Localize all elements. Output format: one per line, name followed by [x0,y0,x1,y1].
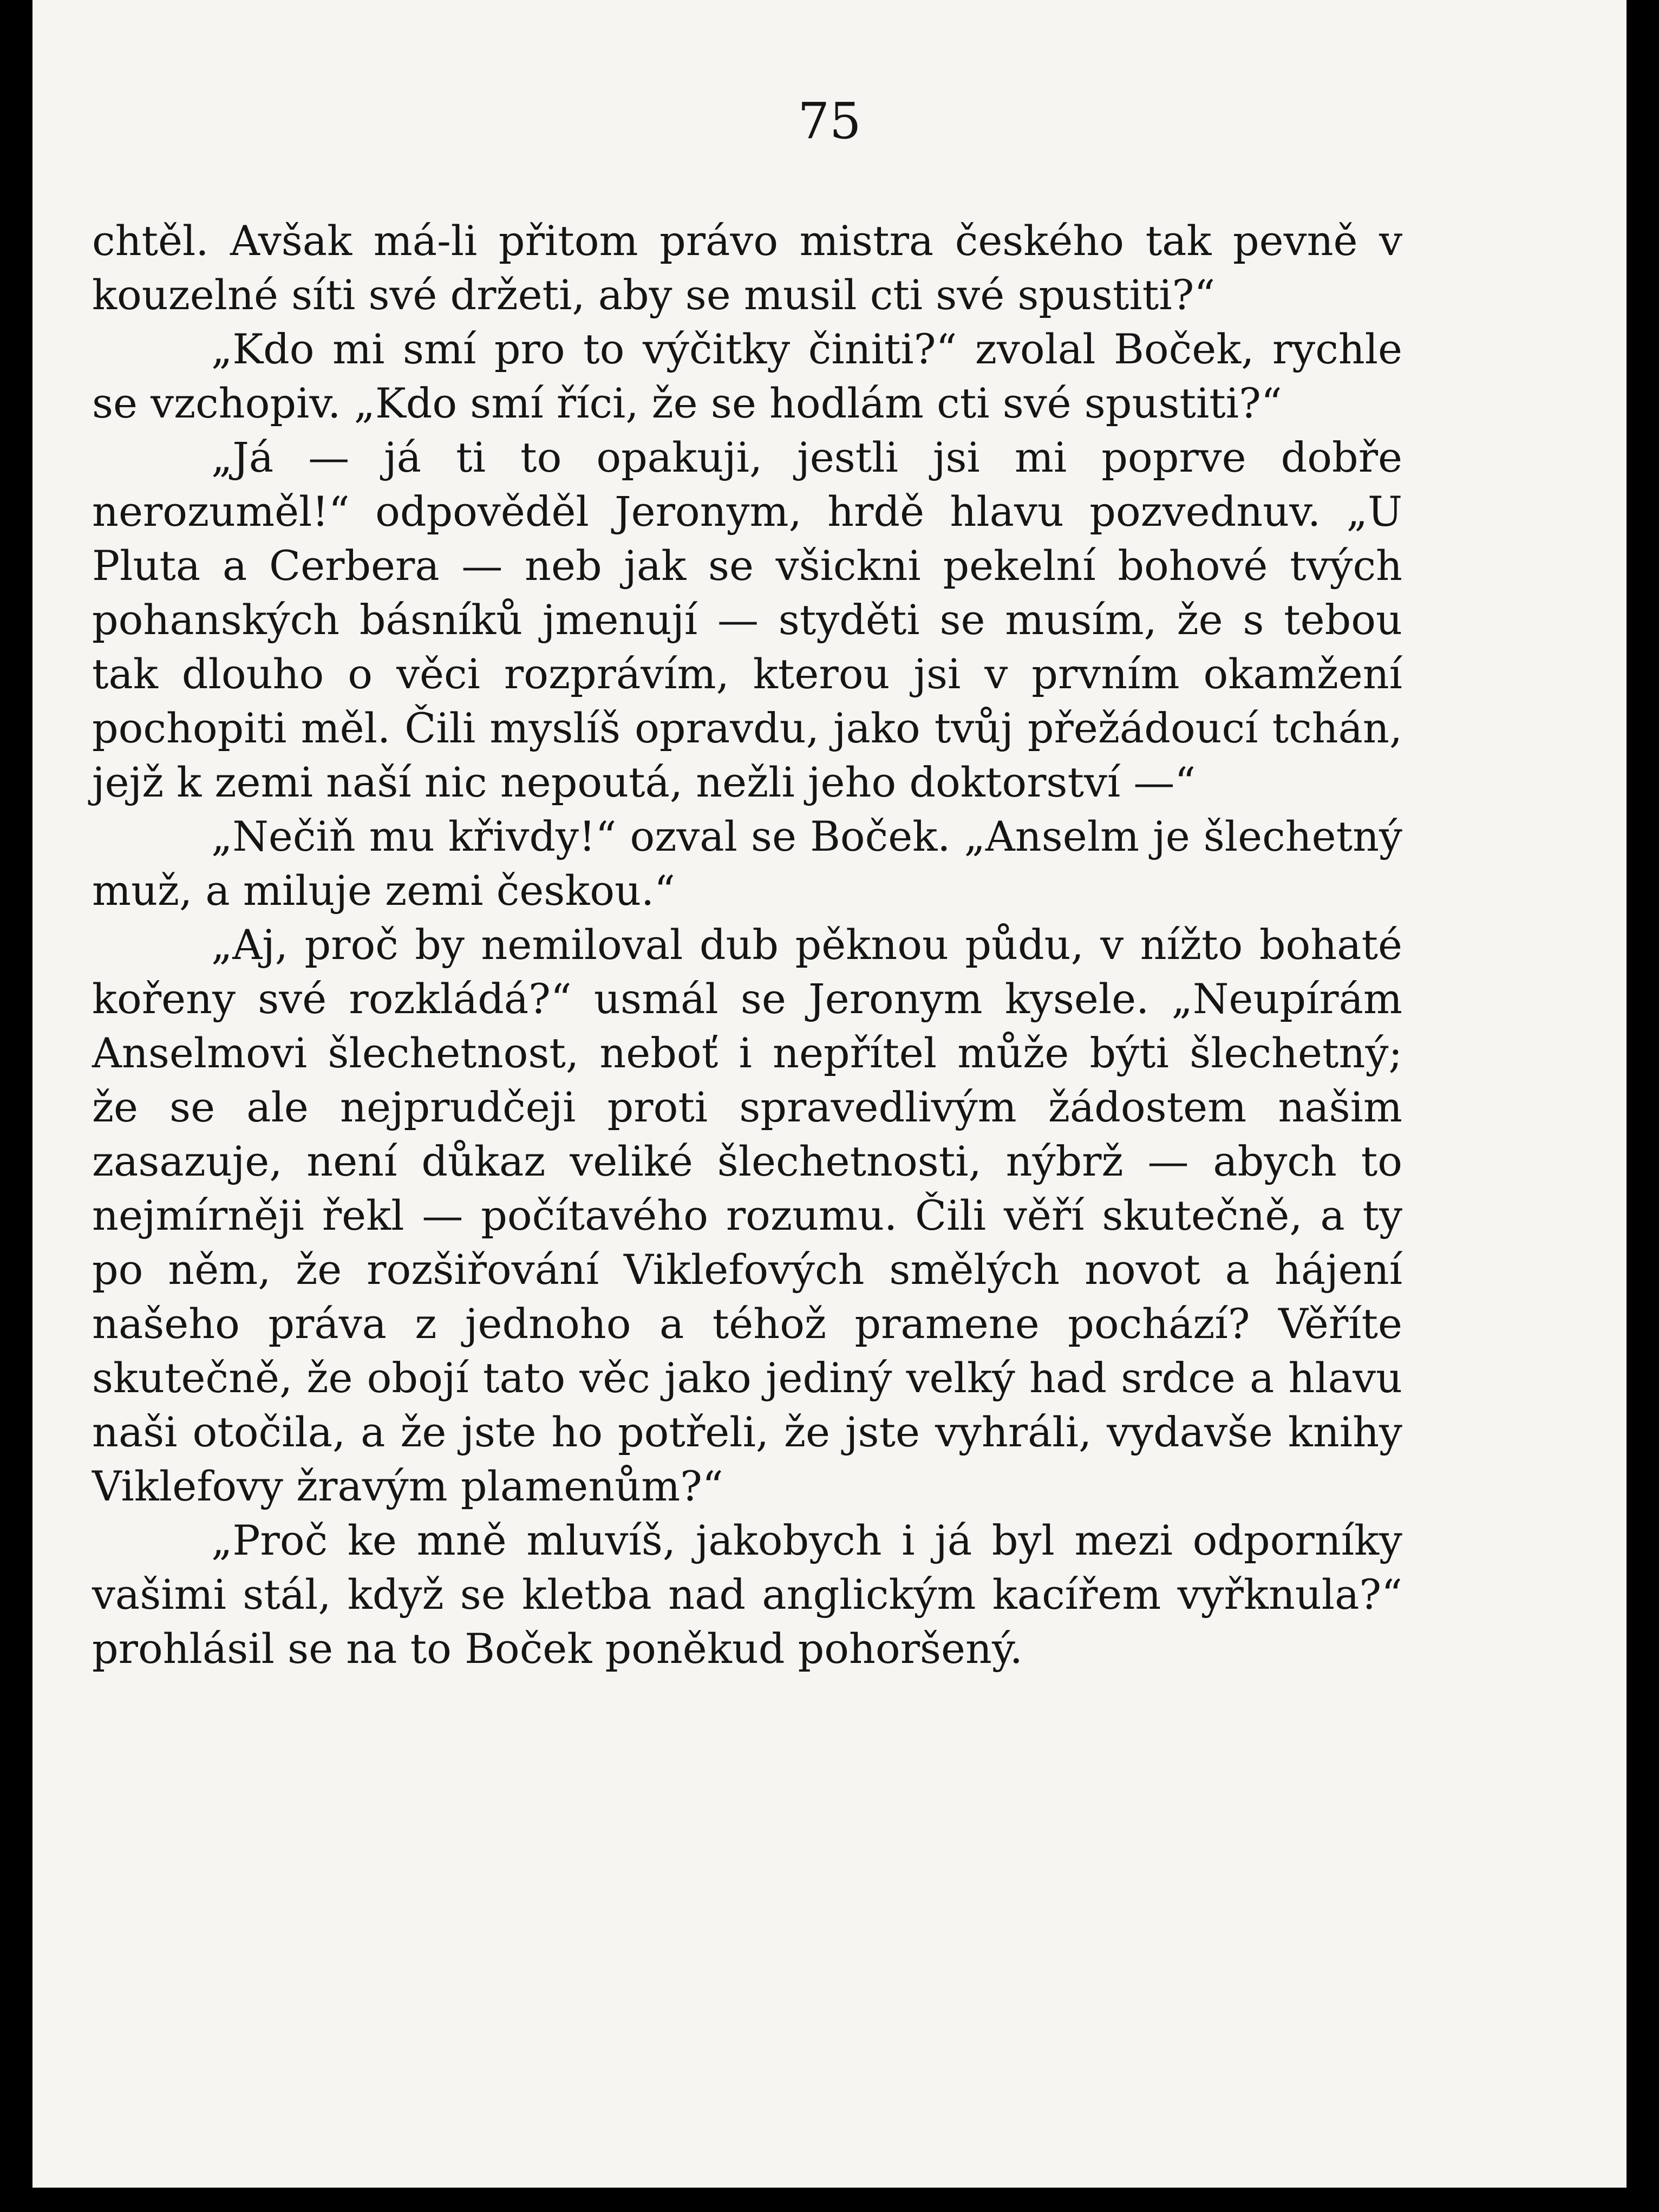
page-number: 75 [798,92,861,150]
body-text [92,214,1402,1676]
book-page [32,0,1627,2188]
paragraph-3: „Já — já ti to opakuji, jestli jsi mi poprve dobře nerozuměl!“ odpověděl Jeronym, hrdě hlavu pozvednuv. „U Pluta a Cerbera — neb jak se všickni pekelní bohové tvých pohanských básníků jmenují — styděti se musím, že s tebou tak dlouho o věci rozprávím, kterou jsi v prvním okamžení pochopiti měl. Čili myslíš opravdu, jako tvůj přežádoucí tchán, jejž k zemi naší nic nepoutá, nežli jeho doktorství —“ [92,433,1402,806]
paragraph-1: chtěl. Avšak má-li přitom právo mistra českého tak pevně v kouzelné síti své držeti, aby se musil cti své spustiti?“ [92,217,1402,319]
paragraph-2: „Kdo mi smí pro to výčitky činiti?“ zvolal Boček, rychle se vzchopiv. „Kdo smí říci, že se hodlám cti své spustiti?“ [92,325,1402,427]
paragraph-5: „Aj, proč by nemiloval dub pěknou půdu, v nížto bohaté kořeny své rozkládá?“ usmál se Jeronym kysele. „Neupírám Anselmovi šlechetnost, neboť i nepřítel může býti šlechetný; že se ale nejprudčeji proti spravedlivým žádostem našim zasazuje, není důkaz veliké šlechetnosti, nýbrž — abych to nejmírněji řekl — počítavého rozumu. Čili věří skutečně, a ty po něm, že rozšiřování Viklefových smělých novot a hájení našeho práva z jednoho a téhož pramene pochází? Věříte skutečně, že obojí tato věc jako jediný velký had srdce a hlavu naši otočila, a že jste ho potřeli, že jste vyhráli, vydavše knihy Viklefovy žravým plamenům?“ [92,921,1402,1510]
paragraph-6: „Proč ke mně mluvíš, jakobych i já byl mezi odporníky vašimi stál, když se kletba nad anglickým kacířem vyřknula?“ prohlásil se na to Boček poněkud pohoršený. [92,1516,1402,1673]
paragraph-4: „Nečiň mu křivdy!“ ozval se Boček. „Anselm je šlechetný muž, a miluje zemi českou.“ [92,812,1402,915]
